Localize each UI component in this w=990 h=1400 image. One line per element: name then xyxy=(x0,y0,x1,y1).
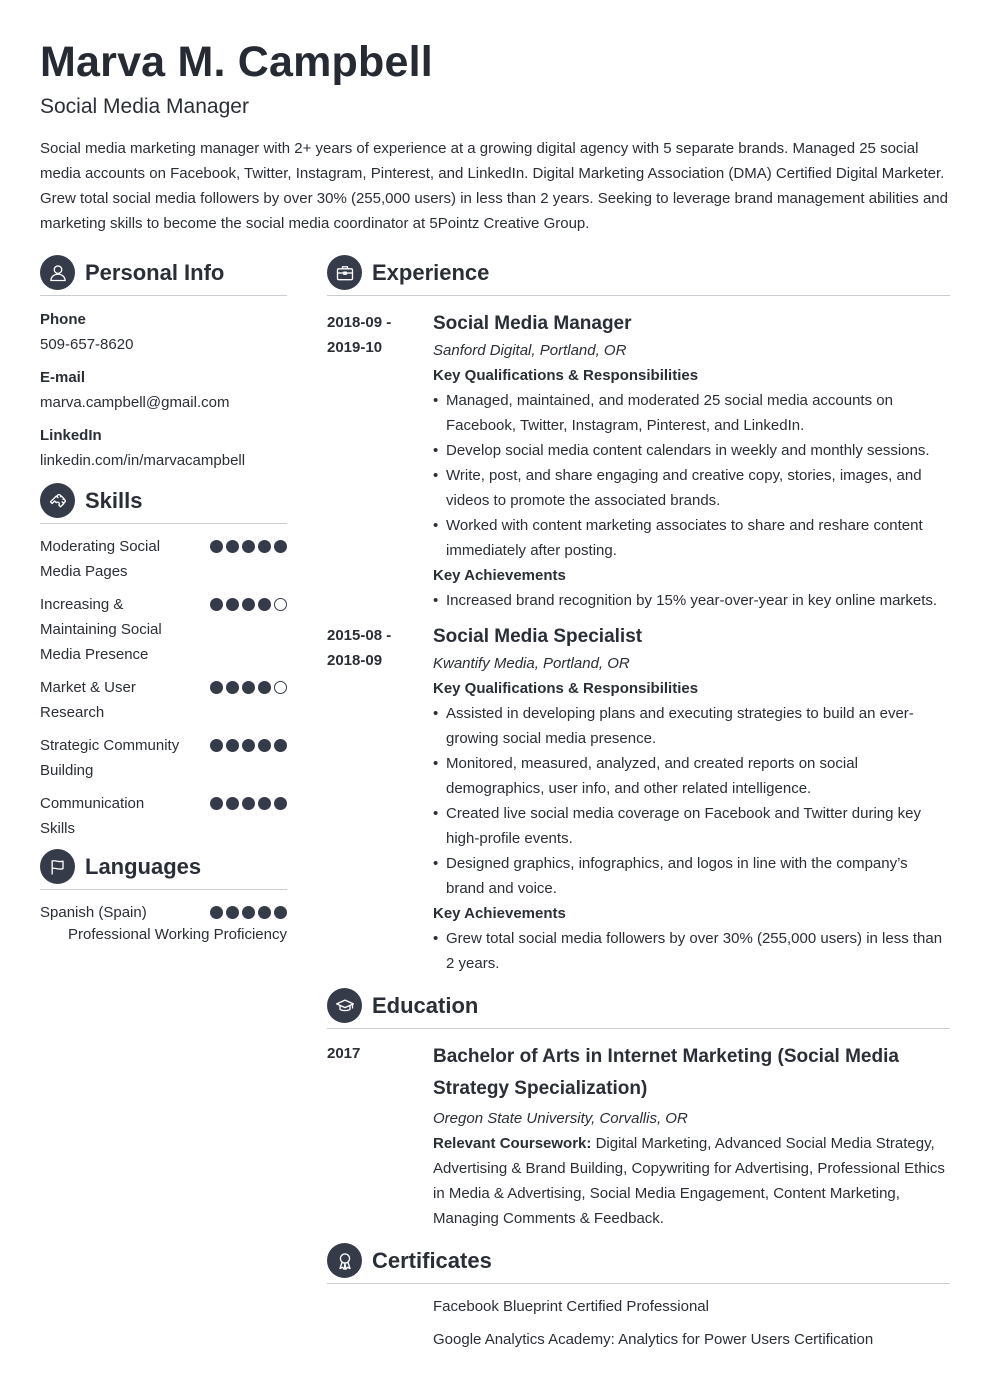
linkedin-value[interactable]: linkedin.com/in/marvacampbell xyxy=(40,452,246,469)
responsibility-item: • Develop social media content calendars in weekly and monthly sessions. xyxy=(433,438,950,463)
responsibilities-list xyxy=(433,388,950,563)
company-name: Sanford Digital, Portland, OR xyxy=(433,342,627,359)
filled-dot xyxy=(210,598,223,611)
filled-dot xyxy=(274,906,287,919)
certificate-item: Google Analytics Academy: Analytics for Power Users Certification xyxy=(433,1331,874,1348)
skill-level-dots xyxy=(210,797,287,810)
responsibility-item: • Assisted in developing plans and executing strategies to build an ever-growing social media presence. xyxy=(433,701,950,751)
skill-level-dots xyxy=(210,681,287,694)
responsibility-item: • Managed, maintained, and moderated 25 social media accounts on Facebook, Twitter, Instagram, Pinterest, and LinkedIn. xyxy=(433,388,950,438)
filled-dot xyxy=(274,797,287,810)
personal-info-list xyxy=(40,307,287,473)
skill-name: Communication Skills xyxy=(40,795,145,837)
info-label: E-mail xyxy=(40,369,86,386)
puzzle-icon xyxy=(40,483,75,518)
filled-dot xyxy=(226,797,239,810)
responsibility-item: • Worked with content marketing associates to share and reshare content immediately after posting. xyxy=(433,513,950,563)
experience-entry xyxy=(327,623,950,976)
responsibility-item: • Monitored, measured, analyzed, and created reports on social demographics, user info, and other related intelligence. xyxy=(433,751,950,801)
section-title: Certificates xyxy=(372,1247,492,1273)
skill-row xyxy=(40,675,287,725)
graduation-cap-icon xyxy=(327,988,362,1023)
skill-level-dots xyxy=(210,739,287,752)
flag-icon xyxy=(40,849,75,884)
filled-dot xyxy=(210,540,223,553)
empty-dot xyxy=(274,681,287,694)
filled-dot xyxy=(242,797,255,810)
school-name: Oregon State University, Corvallis, OR xyxy=(433,1110,688,1127)
language-level-dots xyxy=(210,906,287,919)
languages-heading xyxy=(40,849,287,890)
right-column xyxy=(327,255,950,1360)
section-title: Languages xyxy=(85,853,202,879)
skill-row xyxy=(40,592,287,667)
responsibility-item: • Write, post, and share engaging and creative copy, stories, images, and videos to promote the associated brands. xyxy=(433,463,950,513)
briefcase-icon xyxy=(327,255,362,290)
language-row xyxy=(40,900,287,925)
experience-dates xyxy=(327,623,433,976)
filled-dot xyxy=(258,681,271,694)
skill-row xyxy=(40,733,287,783)
skill-name: Moderating Social Media Pages xyxy=(40,538,161,580)
certificates-list xyxy=(327,1294,950,1352)
filled-dot xyxy=(226,540,239,553)
experience-body xyxy=(433,310,950,613)
skills-heading xyxy=(40,483,287,524)
filled-dot xyxy=(210,906,223,919)
date-start: 2018-09 - xyxy=(327,314,392,331)
languages-list xyxy=(40,900,287,945)
achievements-heading: Key Achievements xyxy=(433,905,566,922)
date-end: 2018-09 xyxy=(327,652,383,669)
award-ribbon-icon xyxy=(327,1243,362,1278)
education-year: 2017 xyxy=(327,1045,361,1062)
date-end: 2019-10 xyxy=(327,339,383,356)
experience-entry xyxy=(327,310,950,613)
filled-dot xyxy=(242,681,255,694)
skill-row xyxy=(40,534,287,584)
filled-dot xyxy=(274,540,287,553)
phone-value: 509-657-8620 xyxy=(40,336,134,353)
achievements-list xyxy=(433,926,950,976)
empty-dot xyxy=(274,598,287,611)
info-item-phone xyxy=(40,307,287,357)
achievement-item: • Grew total social media followers by over 30% (255,000 users) in less than 2 years. xyxy=(433,926,950,976)
coursework-label: Relevant Coursework: xyxy=(433,1135,592,1152)
experience-list xyxy=(327,310,950,976)
email-value[interactable]: marva.campbell@gmail.com xyxy=(40,394,230,411)
filled-dot xyxy=(226,681,239,694)
skill-row xyxy=(40,791,287,841)
position-title: Social Media Specialist xyxy=(433,626,643,647)
filled-dot xyxy=(242,739,255,752)
section-title: Experience xyxy=(372,259,490,285)
filled-dot xyxy=(210,739,223,752)
job-title: Social Media Manager xyxy=(40,95,249,118)
coursework xyxy=(433,1131,950,1231)
section-title: Skills xyxy=(85,487,143,513)
achievements-list xyxy=(433,588,950,613)
education-heading xyxy=(327,988,950,1029)
education-body xyxy=(433,1041,950,1231)
info-item-email xyxy=(40,365,287,415)
skill-name: Strategic Community Building xyxy=(40,737,180,779)
skill-name: Increasing & Maintaining Social Media Presence xyxy=(40,596,162,663)
skill-level-dots xyxy=(210,598,287,611)
filled-dot xyxy=(274,739,287,752)
responsibilities-heading: Key Qualifications & Responsibilities xyxy=(433,680,699,697)
filled-dot xyxy=(258,540,271,553)
responsibility-item: • Created live social media coverage on Facebook and Twitter during key high-profile events. xyxy=(433,801,950,851)
certificate-item: Facebook Blueprint Certified Professional xyxy=(433,1298,709,1315)
filled-dot xyxy=(258,598,271,611)
language-proficiency: Professional Working Proficiency xyxy=(68,926,287,943)
company-name: Kwantify Media, Portland, OR xyxy=(433,655,630,672)
filled-dot xyxy=(210,681,223,694)
filled-dot xyxy=(226,739,239,752)
summary: Social media marketing manager with 2+ years of experience at a growing digital agency with 5 separate brands. Managed 25 social media accounts on Facebook, Twitter, Instagram, Pinterest, and LinkedIn. Digital Marketing Association (DMA) Certified Digital Marketer. Grew total social media followers by over 30% (255,000 users) in less than 2 years. Seeking to leverage brand management abilities and marketing skills to become the social media coordinator at 5Pointz Creative Group. xyxy=(40,140,948,232)
skill-name: Market & User Research xyxy=(40,679,136,721)
skills-list xyxy=(40,534,287,841)
info-label: LinkedIn xyxy=(40,427,102,444)
left-column xyxy=(40,255,287,945)
degree-title: Bachelor of Arts in Internet Marketing (Social Media Strategy Specialization) xyxy=(433,1046,899,1099)
resume-header xyxy=(40,36,950,236)
experience-dates xyxy=(327,310,433,613)
date-start: 2015-08 - xyxy=(327,627,392,644)
filled-dot xyxy=(258,739,271,752)
filled-dot xyxy=(242,906,255,919)
section-title: Personal Info xyxy=(85,259,225,285)
person-icon xyxy=(40,255,75,290)
skill-level-dots xyxy=(210,540,287,553)
filled-dot xyxy=(258,906,271,919)
position-title: Social Media Manager xyxy=(433,313,632,334)
filled-dot xyxy=(242,540,255,553)
filled-dot xyxy=(226,906,239,919)
section-title: Education xyxy=(372,992,479,1018)
filled-dot xyxy=(210,797,223,810)
experience-body xyxy=(433,623,950,976)
education-entry xyxy=(327,1041,950,1231)
filled-dot xyxy=(226,598,239,611)
achievements-heading: Key Achievements xyxy=(433,567,566,584)
filled-dot xyxy=(258,797,271,810)
info-label: Phone xyxy=(40,311,86,328)
responsibility-item: • Designed graphics, infographics, and logos in line with the company’s brand and voice. xyxy=(433,851,950,901)
responsibilities-list xyxy=(433,701,950,901)
certificates-heading xyxy=(327,1243,950,1284)
filled-dot xyxy=(242,598,255,611)
language-name: Spanish (Spain) xyxy=(40,904,147,921)
responsibilities-heading: Key Qualifications & Responsibilities xyxy=(433,367,699,384)
personal-info-heading xyxy=(40,255,287,296)
candidate-name: Marva M. Campbell xyxy=(40,38,433,86)
info-item-linkedin xyxy=(40,423,287,473)
coursework-list: Digital Marketing, Advanced Social Media Strategy, Advertising & Brand Building, Copywriting for Advertising, Professional Ethics in Media & Advertising, Social Media Engagement, Content Marketing, Managing Comments & Feedback. xyxy=(433,1135,945,1227)
achievement-item: • Increased brand recognition by 15% year-over-year in key online markets. xyxy=(433,588,950,613)
experience-heading xyxy=(327,255,950,296)
